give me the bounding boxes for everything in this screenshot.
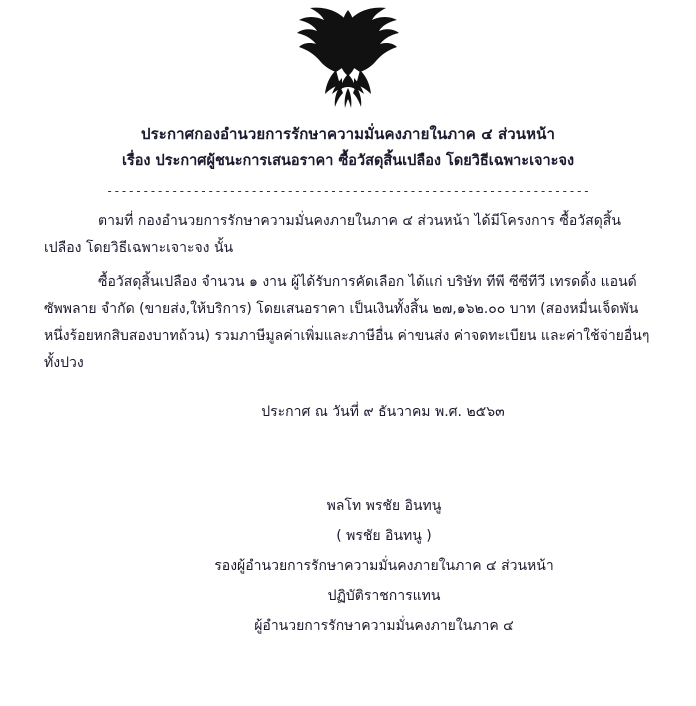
paragraph-1: ตามที่ กองอำนวยการรักษาความมั่นคงภายในภาค ๔ ส่วนหน้า ได้มีโครงการ ซื้อวัสดุสิ้นเปลือง โดยวิธีเฉพาะเจาะจง นั้น [44,213,621,256]
page-title: ประกาศกองอำนวยการรักษาความมั่นคงภายในภาค ๔ ส่วนหน้า [141,125,555,143]
signer-name: พลโท พรชัย อินทนู [326,498,442,514]
divider: ------------------------------------------------------------------- [105,184,591,198]
garuda-emblem-icon [296,4,400,112]
page-subtitle: เรื่อง ประกาศผู้ชนะการเสนอราคา ซื้อวัสดุสิ้นเปลือง โดยวิธีเฉพาะเจาะจง [121,153,575,169]
signer-name-paren: ( พรชัย อินทนู ) [336,528,432,544]
emblem-container [26,0,670,116]
title-block [26,122,670,174]
announcement-date: ประกาศ ณ วันที่ ๙ ธันวาคม พ.ศ. ๒๕๖๓ [261,404,505,420]
signer-position-3: ผู้อำนวยการรักษาความมั่นคงภายในภาค ๔ [254,618,514,634]
signature-block [26,491,670,641]
paragraph-2: ซื้อวัสดุสิ้นเปลือง จำนวน ๑ งาน ผู้ได้รับการคัดเลือก ได้แก่ บริษัท ทีพี ซีซีทีวี เทรดดิ้ง แอนด์ ซัพพลาย จำกัด (ขายส่ง,ให้บริการ) โดยเสนอราคา เป็นเงินทั้งสิ้น ๒๗,๑๖๒.๐๐ บาท (สองหมื่นเจ็ดพันหนึ่งร้อยหกสิบสองบาทถ้วน) รวมภาษีมูลค่าเพิ่มและภาษีอื่น ค่าขนส่ง ค่าจดทะเบียน และค่าใช้จ่ายอื่นๆ ทั้งปวง [44,274,650,371]
signer-position-1: รองผู้อำนวยการรักษาความมั่นคงภายในภาค ๔ ส่วนหน้า [214,558,554,574]
signer-position-2: ปฏิบัติราชการแทน [327,588,441,604]
body-text [26,208,670,377]
